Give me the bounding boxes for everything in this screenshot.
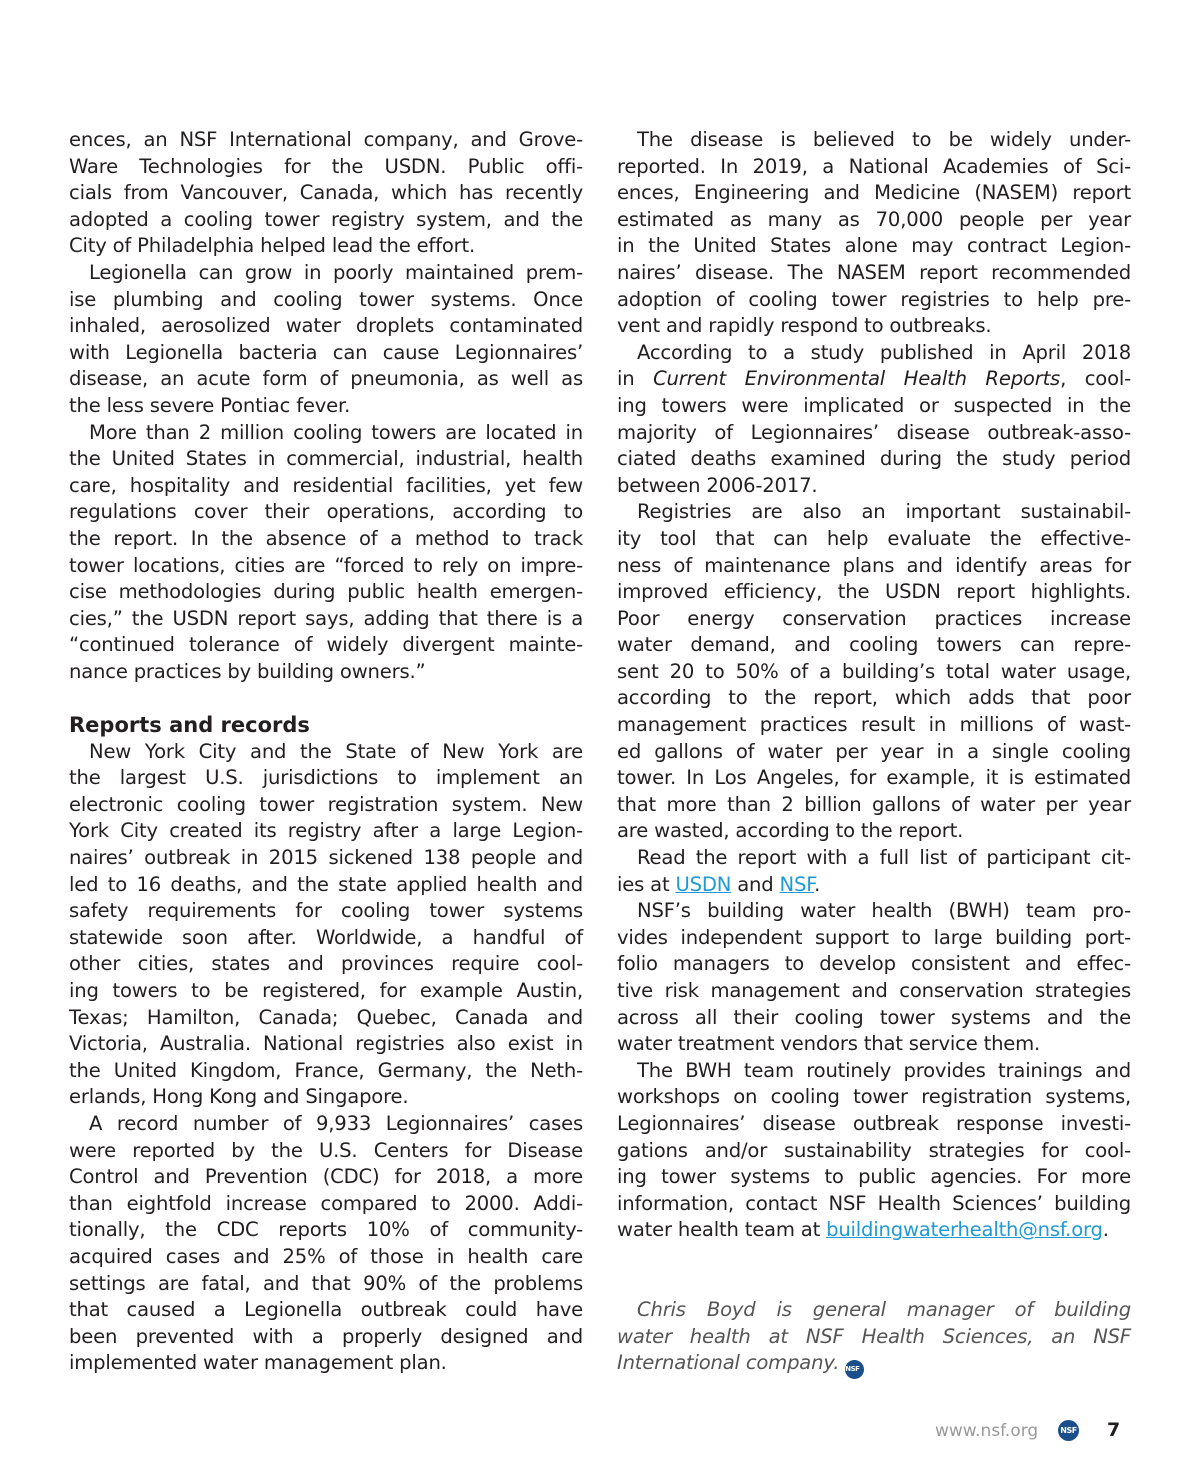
text-line: ences, an NSF International company, and Grove- xyxy=(69,128,583,151)
text-span: . xyxy=(814,872,821,896)
paragraph xyxy=(617,340,1131,500)
text-span: water health team at xyxy=(617,1218,827,1242)
text-line: majority of Legionnaires’ disease outbreak-asso- xyxy=(617,420,1131,444)
nsf-logo-icon: NSF xyxy=(845,1360,864,1379)
text-line: ing towers to be registered, for example Austin, xyxy=(69,979,583,1002)
text-line: ed gallons of water per year in a single cooling xyxy=(617,739,1131,763)
text-line: ity tool that can help evaluate the effective- xyxy=(617,526,1131,550)
text-line: water health at NSF Health Sciences, an NSF xyxy=(617,1324,1131,1348)
text-line: tive risk management and conservation strategies xyxy=(617,979,1131,1002)
text-line: sent 20 to 50% of a building’s total water usage, xyxy=(617,659,1131,683)
text-line xyxy=(617,1217,1131,1244)
text-line: A record number of 9,933 Legionnaires’ cases xyxy=(89,1111,583,1135)
text-line: NSF’s building water health (BWH) team pro- xyxy=(637,899,1131,923)
text-line: information, contact NSF Health Sciences’ building xyxy=(617,1191,1131,1215)
text-line: More than 2 million cooling towers are located in xyxy=(89,420,583,444)
paragraph xyxy=(69,260,583,420)
paragraph xyxy=(617,1058,1131,1244)
text-line: implemented water management plan. xyxy=(69,1351,447,1375)
text-span: in xyxy=(617,367,654,391)
text-line xyxy=(617,366,1131,393)
text-line: cials from Vancouver, Canada, which has recently xyxy=(69,181,583,205)
text-line xyxy=(617,872,1131,899)
text-line: Control and Prevention (CDC) for 2018, a more xyxy=(69,1165,583,1189)
left-column xyxy=(69,127,583,1377)
text-line: water demand, and cooling towers can repre- xyxy=(617,633,1131,657)
text-line: safety requirements for cooling tower systems xyxy=(69,899,583,923)
section-heading: Reports and records xyxy=(69,713,310,738)
text-line: cies,” the USDN report says, adding that there is a xyxy=(69,606,583,630)
text-line: The BWH team routinely provides trainings and xyxy=(637,1058,1131,1082)
text-line: tower. In Los Angeles, for example, it is estimated xyxy=(617,766,1131,790)
text-line: Legionella can grow in poorly maintained prem- xyxy=(89,260,583,284)
page-number: 7 xyxy=(1107,1419,1121,1441)
text-line: ing tower systems to public agencies. For more xyxy=(617,1165,1131,1189)
text-line: The disease is believed to be widely under- xyxy=(637,128,1131,151)
text-line: led to 16 deaths, and the state applied health and xyxy=(69,872,583,896)
text-line: City of Philadelphia helped lead the effort. xyxy=(69,234,475,258)
text-line: workshops on cooling tower registration systems, xyxy=(617,1085,1131,1109)
text-line: with Legionella bacteria can cause Legionnaires’ xyxy=(69,340,583,364)
text-line: settings are fatal, and that 90% of the problems xyxy=(69,1271,583,1295)
text-line: regulations cover their operations, according to xyxy=(69,500,583,524)
text-line: water treatment vendors that service them. xyxy=(617,1032,1041,1056)
text-line: other cities, states and provinces require cool- xyxy=(69,952,583,976)
author-bio xyxy=(617,1297,1131,1377)
text-line: electronic cooling tower registration system. New xyxy=(69,792,583,816)
text-line: naires’ disease. The NASEM report recommended xyxy=(617,260,1131,284)
paragraph xyxy=(69,1111,583,1377)
text-line: ise plumbing and cooling tower systems. Once xyxy=(69,287,583,311)
text-line: folio managers to develop consistent and effec- xyxy=(617,952,1131,976)
text-span: ies at xyxy=(617,872,676,896)
text-line xyxy=(617,1350,1131,1377)
footer-url: www.nsf.org xyxy=(935,1421,1039,1441)
text-line: inhaled, aerosolized water droplets contaminated xyxy=(69,314,583,338)
spacer xyxy=(617,1244,1131,1271)
text-line: tionally, the CDC reports 10% of community- xyxy=(69,1218,583,1242)
spacer xyxy=(617,1271,1131,1298)
text-line: reported. In 2019, a National Academies of Sci- xyxy=(617,154,1131,178)
text-span: and xyxy=(731,872,780,896)
text-line: York City created its registry after a large Legion- xyxy=(69,819,583,843)
nsf-logo-icon: NSF xyxy=(1058,1420,1079,1441)
text-line: cise methodologies during public health emergen- xyxy=(69,580,583,604)
text-line: ing towers were implicated or suspected in the xyxy=(617,393,1131,417)
paragraph xyxy=(69,739,583,1111)
text-line: erlands, Hong Kong and Singapore. xyxy=(69,1085,409,1109)
text-line: management practices result in millions of wast- xyxy=(617,713,1131,737)
text-line: “continued tolerance of widely divergent mainte- xyxy=(69,633,583,657)
text-line: according to the report, which adds that poor xyxy=(617,686,1131,710)
text-span: , cool- xyxy=(1060,367,1131,391)
text-line: Chris Boyd is general manager of building xyxy=(637,1298,1131,1322)
text-line: the United States in commercial, industrial, health xyxy=(69,447,583,471)
text-line: nance practices by building owners.” xyxy=(69,659,426,683)
text-line: are wasted, according to the report. xyxy=(617,819,964,843)
link-usdn[interactable]: USDN xyxy=(675,872,732,896)
text-line: than eightfold increase compared to 2000. Addi- xyxy=(69,1191,583,1215)
paragraph xyxy=(69,420,583,686)
text-line: adoption of cooling tower registries to help pre- xyxy=(617,287,1131,311)
text-line: vent and rapidly respond to outbreaks. xyxy=(617,314,992,338)
text-line: New York City and the State of New York are xyxy=(89,739,583,763)
text-line: tower locations, cities are “forced to rely on impre- xyxy=(69,553,583,577)
text-line: were reported by the U.S. Centers for Disease xyxy=(69,1138,583,1162)
text-line: vides independent support to large building port- xyxy=(617,925,1131,949)
paragraph xyxy=(617,898,1131,1058)
text-span: International company. xyxy=(617,1351,846,1375)
spacer xyxy=(69,685,583,712)
text-line: Read the report with a full list of participant cit- xyxy=(637,846,1131,870)
text-line: care, hospitality and residential facilities, yet few xyxy=(69,473,583,497)
text-line: Legionnaires’ disease outbreak response investi- xyxy=(617,1111,1131,1135)
text-line: statewide soon after. Worldwide, a handful of xyxy=(69,925,583,949)
text-line: that more than 2 billion gallons of water per year xyxy=(617,792,1131,816)
text-line: Ware Technologies for the USDN. Public offi- xyxy=(69,154,583,178)
text-line: ences, Engineering and Medicine (NASEM) report xyxy=(617,181,1131,205)
text-line: According to a study published in April 2018 xyxy=(637,340,1131,364)
paragraph xyxy=(617,127,1131,340)
paragraph xyxy=(617,499,1131,845)
text-line: ness of maintenance plans and identify areas for xyxy=(617,553,1131,577)
text-line: naires’ outbreak in 2015 sickened 138 people and xyxy=(69,846,583,870)
paragraph xyxy=(69,127,583,260)
text-line: the United Kingdom, France, Germany, the Neth- xyxy=(69,1058,583,1082)
text-line: disease, an acute form of pneumonia, as well as xyxy=(69,367,583,391)
text-line: Registries are also an important sustainabil- xyxy=(637,500,1131,524)
text-line: Victoria, Australia. National registries also exist in xyxy=(69,1032,583,1056)
text-line: gations and/or sustainability strategies for cool- xyxy=(617,1138,1131,1162)
text-line: Poor energy conservation practices increase xyxy=(617,606,1131,630)
text-line: acquired cases and 25% of those in health care xyxy=(69,1244,583,1268)
text-line: across all their cooling tower systems and the xyxy=(617,1005,1131,1029)
text-line: that caused a Legionella outbreak could have xyxy=(69,1298,583,1322)
text-span: . xyxy=(1102,1218,1109,1242)
text-line: been prevented with a properly designed and xyxy=(69,1324,583,1348)
text-line: estimated as many as 70,000 people per year xyxy=(617,207,1131,231)
link-nsf[interactable]: NSF xyxy=(779,872,815,896)
text-line: Texas; Hamilton, Canada; Quebec, Canada and xyxy=(69,1005,583,1029)
text-line: between 2006-2017. xyxy=(617,473,818,497)
right-column xyxy=(617,127,1131,1377)
text-line: in the United States alone may contract Legion- xyxy=(617,234,1131,258)
text-line: adopted a cooling tower registry system, and the xyxy=(69,207,583,231)
text-line: ciated deaths examined during the study period xyxy=(617,447,1131,471)
text-line: the largest U.S. jurisdictions to implement an xyxy=(69,766,583,790)
journal-title: Current Environmental Health Reports xyxy=(653,367,1061,391)
text-line: improved efficiency, the USDN report highlights. xyxy=(617,580,1131,604)
text-line: the less severe Pontiac fever. xyxy=(69,393,351,417)
text-line: the report. In the absence of a method to track xyxy=(69,526,583,550)
link-buildingwaterhealth-nsf-org[interactable]: buildingwaterhealth@nsf.org xyxy=(826,1218,1103,1242)
paragraph xyxy=(617,845,1131,898)
